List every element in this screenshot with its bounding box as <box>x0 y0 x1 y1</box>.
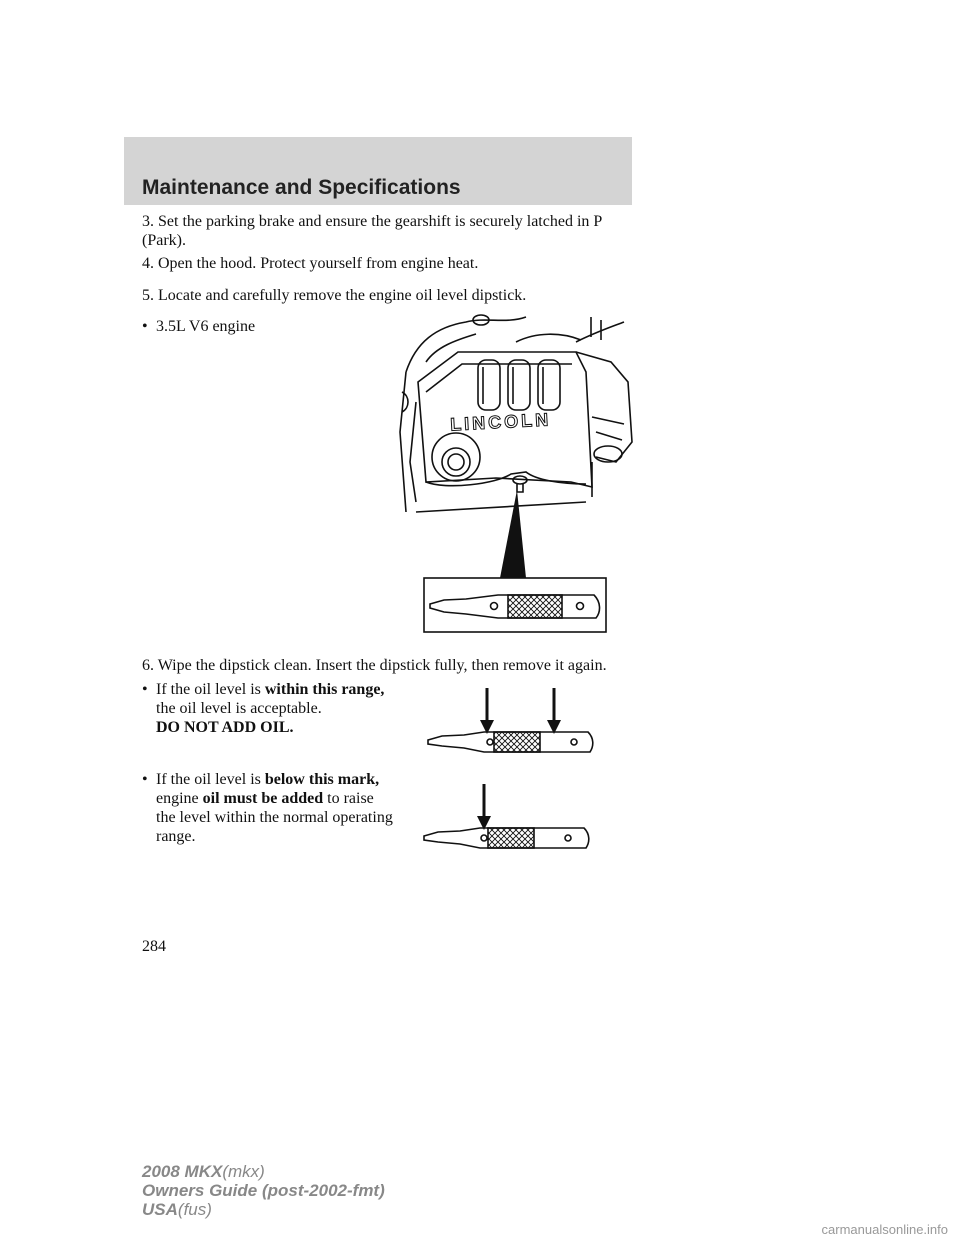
below-mark-bullet-text: If the oil level is below this mark, engine oil must be added to raise the level within the normal operating range. <box>156 771 393 845</box>
dipstick-below-mark-diagram <box>420 782 596 852</box>
bullet-dot: • <box>142 318 148 335</box>
engine-bullet-text: 3.5L V6 engine <box>156 318 256 335</box>
engine-cover-logo-text: LINCOLN <box>449 409 552 435</box>
dipstick-within-range-diagram <box>424 684 600 754</box>
step-5-text: 5. Locate and carefully remove the engine oil level dipstick. <box>142 287 527 304</box>
step-6-text: 6. Wipe the dipstick clean. Insert the dipstick fully, then remove it again. <box>142 657 607 674</box>
step-3-text: 3. Set the parking brake and ensure the gearshift is securely latched in P (Park). <box>142 213 602 249</box>
bullet-dot: • <box>142 771 148 788</box>
engine-illustration <box>396 312 636 638</box>
section-title: Maintenance and Specifications <box>142 176 461 199</box>
bullet-dot: • <box>142 681 148 698</box>
step-4-text: 4. Open the hood. Protect yourself from engine heat. <box>142 255 479 272</box>
page-number: 284 <box>142 938 166 955</box>
site-watermark: carmanualsonline.info <box>821 1222 948 1237</box>
document-footer: 2008 MKX(mkx) Owners Guide (post-2002-fmt) USA(fus) <box>142 1162 385 1219</box>
within-range-bullet-text: If the oil level is within this range, the oil level is acceptable. DO NOT ADD OIL. <box>156 681 385 736</box>
